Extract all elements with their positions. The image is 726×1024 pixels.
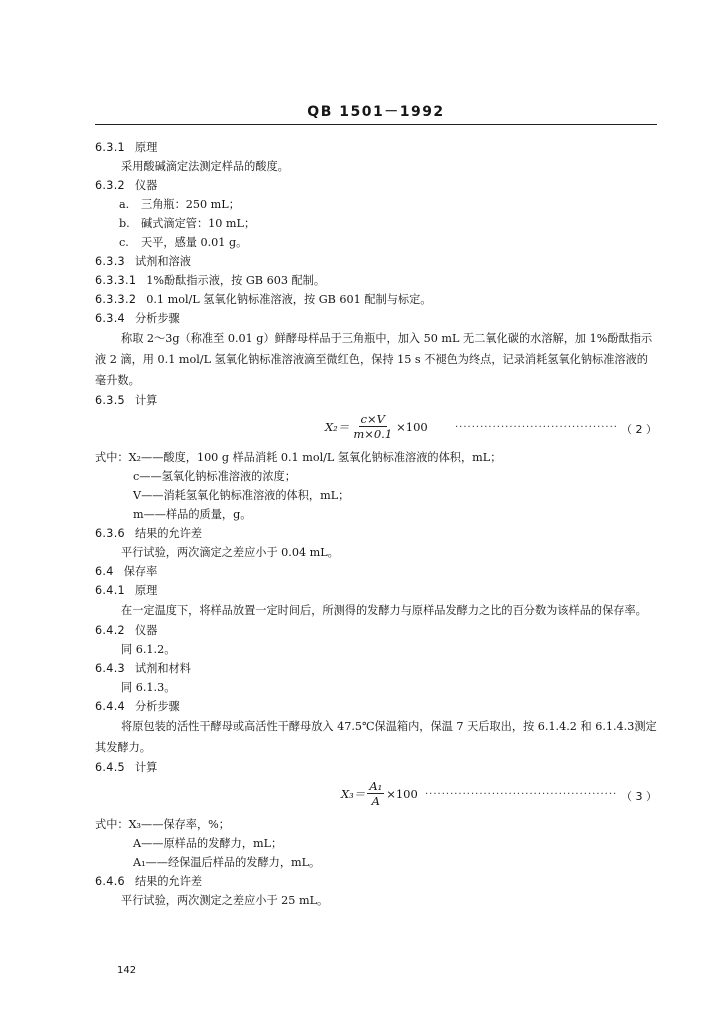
section-number: 6.4.4 (95, 700, 125, 713)
fraction-numerator: c×V (360, 412, 385, 426)
section-heading (95, 872, 657, 891)
paragraph: 同 6.1.3。 (121, 681, 176, 694)
where-item: A——原样品的发酵力，mL； (133, 837, 283, 850)
formula (341, 779, 418, 808)
equation-number: （ 2 ） (621, 423, 657, 436)
formula-lhs: X₃＝ (341, 786, 366, 801)
section-number: 6.3.3.2 (95, 293, 137, 306)
section-number: 6.3.6 (95, 527, 125, 540)
section-heading (95, 697, 657, 716)
section-title: 分析步骤 (134, 700, 180, 713)
equation-number: （ 3 ） (621, 790, 657, 803)
where-item: A₁——经保温后样品的发酵力，mL。 (133, 856, 321, 869)
section-heading (95, 758, 657, 777)
where-lead: 式中：X₃——保存率，%； (95, 818, 230, 831)
section-number: 6.3.2 (95, 179, 125, 192)
section-heading (95, 659, 657, 678)
where-item: V——消耗氢氧化钠标准溶液的体积，mL； (133, 489, 350, 502)
section-number: 6.3.5 (95, 394, 125, 407)
formula-rhs: ×100 (386, 786, 418, 801)
section-heading (95, 252, 657, 271)
formula (325, 412, 428, 441)
leader-dots: ······································· (455, 422, 618, 433)
section-text: 0.1 mol/L 氢氧化钠标准溶液，按 GB 601 配制与标定。 (146, 293, 432, 306)
section-heading (95, 309, 657, 328)
section-title: 仪器 (134, 179, 158, 192)
list-item (95, 195, 657, 214)
list-text: 天平，感量 0.01 g。 (141, 236, 248, 249)
section-title: 原理 (134, 584, 158, 597)
section-heading (95, 138, 657, 157)
subsection (95, 271, 657, 290)
paragraph: 称取 2～3g（称准至 0.01 g）鲜酵母样品于三角瓶中，加入 50 mL 无二氧化碳的水溶解，加 1%酚酞指示液 2 滴，用 0.1 mol/L 氢氧化钠标准溶液滴至微红色，保持 15 s 不褪色为终点，记录消耗氢氧化钠标准溶液的毫升数。 (95, 332, 653, 387)
list-text: 三角瓶：250 mL； (141, 198, 240, 211)
paragraph: 在一定温度下，将样品放置一定时间后，所测得的发酵力与原样品发酵力之比的百分数为该样品的保存率。 (121, 604, 647, 617)
list-marker: c. (119, 236, 129, 249)
leader-dots: ·············································· (425, 789, 618, 800)
list-marker: b. (119, 217, 130, 230)
paragraph: 平行试验，两次滴定之差应小于 0.04 mL。 (121, 546, 339, 559)
list-marker: a. (119, 198, 130, 211)
section-title: 试剂和材料 (134, 662, 191, 675)
where-item: c——氢氧化钠标准溶液的浓度； (133, 470, 296, 483)
section-number: 6.4.1 (95, 584, 125, 597)
section-title: 原理 (134, 141, 158, 154)
section-number: 6.3.3 (95, 255, 125, 268)
fraction-numerator: A₁ (369, 779, 383, 793)
list-item (95, 214, 657, 233)
section-title: 分析步骤 (134, 312, 180, 325)
page-number: 142 (117, 965, 137, 976)
fraction (351, 412, 394, 441)
section-number: 6.4.6 (95, 875, 125, 888)
section-number: 6.4.5 (95, 761, 125, 774)
header-rule (95, 124, 657, 125)
section-title: 试剂和溶液 (134, 255, 191, 268)
formula-lhs: X₂＝ (325, 419, 350, 434)
section-title: 仪器 (134, 624, 158, 637)
section-title: 计算 (134, 394, 158, 407)
where-lead: 式中：X₂——酸度，100 g 样品消耗 0.1 mol/L 氢氧化钠标准溶液的体积，mL； (95, 451, 502, 464)
paragraph: 采用酸碱滴定法测定样品的酸度。 (121, 160, 289, 173)
paragraph: 同 6.1.2。 (121, 643, 176, 656)
fraction-denominator: m×0.1 (353, 427, 393, 441)
standard-code-header: QB 1501－1992 (307, 104, 445, 120)
fraction (367, 779, 384, 808)
section-title: 保存率 (123, 565, 158, 578)
section-number: 6.4.3 (95, 662, 125, 675)
paragraph: 将原包装的活性干酵母或高活性干酵母放入 47.5℃保温箱内，保温 7 天后取出，按 6.1.4.2 和 6.1.4.3测定其发酵力。 (95, 720, 657, 754)
subsection (95, 290, 657, 309)
formula-rhs: ×100 (396, 419, 428, 434)
section-heading (95, 524, 657, 543)
list-text: 碱式滴定管：10 mL； (141, 217, 256, 230)
section-heading (95, 562, 657, 581)
section-number: 6.3.4 (95, 312, 125, 325)
section-heading (95, 581, 657, 600)
equation-3 (95, 777, 657, 815)
paragraph: 平行试验，两次测定之差应小于 25 mL。 (121, 894, 329, 907)
equation-2 (95, 410, 657, 448)
where-item: m——样品的质量，g。 (133, 508, 252, 521)
list-item (95, 233, 657, 252)
fraction-denominator: A (371, 794, 380, 808)
section-title: 计算 (134, 761, 158, 774)
section-heading (95, 391, 657, 410)
section-text: 1%酚酞指示液，按 GB 603 配制。 (146, 274, 326, 287)
section-number: 6.4 (95, 565, 114, 578)
section-heading (95, 176, 657, 195)
document-body (95, 138, 657, 910)
section-title: 结果的允许差 (134, 875, 203, 888)
section-number: 6.4.2 (95, 624, 125, 637)
section-number: 6.3.1 (95, 141, 125, 154)
section-title: 结果的允许差 (134, 527, 203, 540)
section-heading (95, 621, 657, 640)
section-number: 6.3.3.1 (95, 274, 137, 287)
